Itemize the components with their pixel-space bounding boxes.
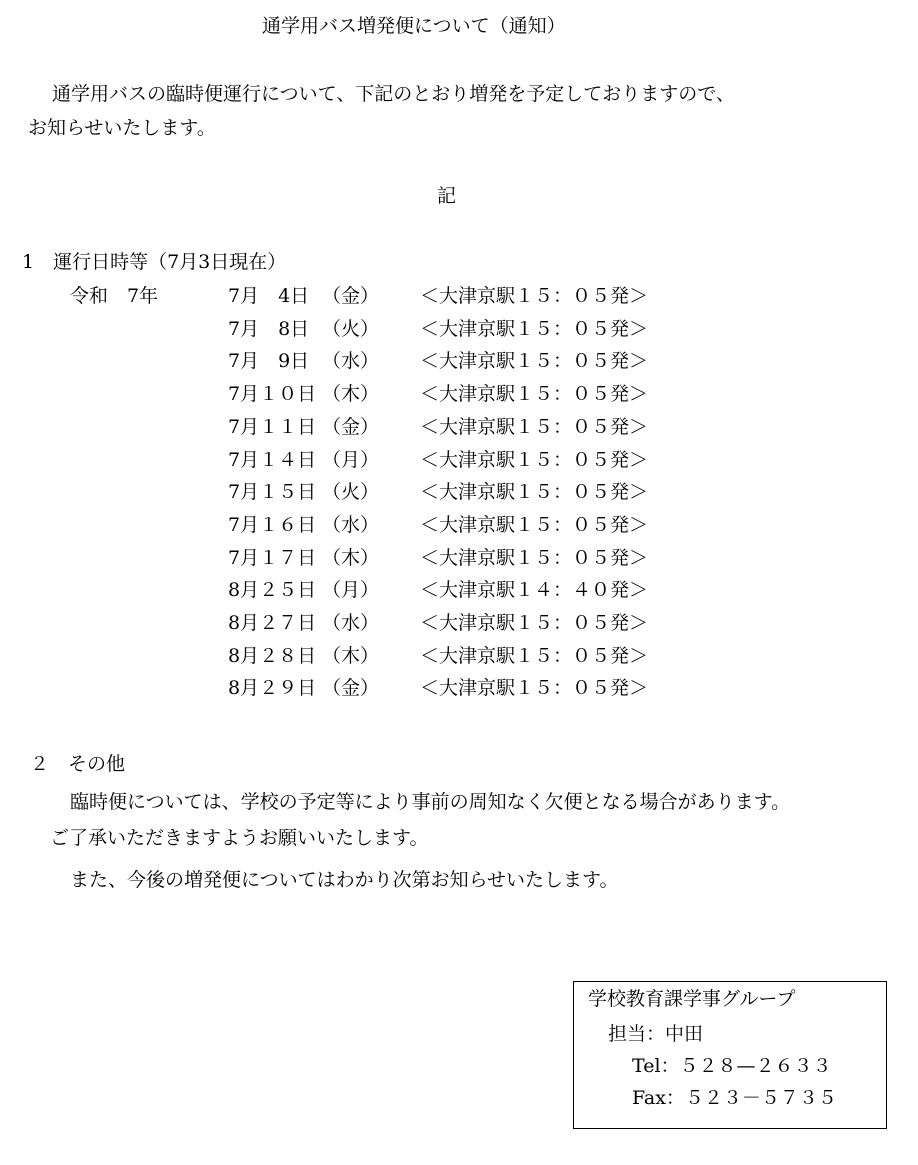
schedule-departure: ＜大津京駅１５：０５発＞ bbox=[420, 514, 649, 536]
schedule-day-of-week: （水） bbox=[322, 514, 380, 536]
schedule-departure: ＜大津京駅１４：４０発＞ bbox=[420, 579, 649, 601]
other-line-2: ご了承いただきますようお願いいたします。 bbox=[50, 827, 429, 849]
contact-department: 学校教育課学事グループ bbox=[588, 988, 796, 1010]
schedule-date: 7月１１日 bbox=[228, 416, 317, 438]
contact-person: 担当：中田 bbox=[608, 1023, 704, 1045]
schedule-departure: ＜大津京駅１５：０５発＞ bbox=[420, 318, 649, 340]
contact-tel: Tel：５２８—２６３３ bbox=[632, 1055, 832, 1077]
schedule-day-of-week: （木） bbox=[322, 645, 380, 667]
schedule-date: 7月１０日 bbox=[228, 383, 317, 405]
intro-line-1: 通学用バスの臨時便運行について、下記のとおり増発を予定しておりますので、 bbox=[52, 83, 735, 105]
schedule-day-of-week: （金） bbox=[322, 677, 380, 699]
ki-heading: 記 bbox=[437, 185, 457, 207]
schedule-day-of-week: （月） bbox=[322, 579, 380, 601]
schedule-day-of-week: （水） bbox=[322, 350, 380, 372]
era-year: 令和 7年 bbox=[70, 285, 159, 307]
schedule-date: 8月２８日 bbox=[228, 645, 317, 667]
schedule-day-of-week: （火） bbox=[322, 318, 380, 340]
intro-line-2: お知らせいたします。 bbox=[28, 117, 216, 139]
contact-box bbox=[573, 981, 887, 1129]
schedule-departure: ＜大津京駅１５：０５発＞ bbox=[420, 612, 649, 634]
schedule-date: 7月 4日 bbox=[228, 285, 310, 307]
other-line-1: 臨時便については、学校の予定等により事前の周知なく欠便となる場合があります。 bbox=[70, 791, 791, 813]
schedule-day-of-week: （月） bbox=[322, 449, 380, 471]
schedule-departure: ＜大津京駅１５：０５発＞ bbox=[420, 350, 649, 372]
schedule-departure: ＜大津京駅１５：０５発＞ bbox=[420, 481, 649, 503]
document-title: 通学用バス増発便について（通知） bbox=[262, 15, 566, 37]
contact-fax: Fax：５２３－５７３５ bbox=[632, 1087, 837, 1109]
schedule-day-of-week: （水） bbox=[322, 612, 380, 634]
section-2-heading: ２ その他 bbox=[30, 753, 126, 775]
schedule-date: 8月２５日 bbox=[228, 579, 317, 601]
schedule-day-of-week: （火） bbox=[322, 481, 380, 503]
schedule-departure: ＜大津京駅１５：０５発＞ bbox=[420, 383, 649, 405]
section-1-heading: 1 運行日時等（7月3日現在） bbox=[22, 251, 287, 273]
schedule-departure: ＜大津京駅１５：０５発＞ bbox=[420, 547, 649, 569]
schedule-date: 7月１４日 bbox=[228, 449, 317, 471]
other-line-3: また、今後の増発便についてはわかり次第お知らせいたします。 bbox=[70, 869, 619, 891]
schedule-date: 7月１５日 bbox=[228, 481, 317, 503]
schedule-date: 7月 8日 bbox=[228, 318, 310, 340]
schedule-day-of-week: （木） bbox=[322, 547, 380, 569]
schedule-departure: ＜大津京駅１５：０５発＞ bbox=[420, 449, 649, 471]
schedule-date: 8月２９日 bbox=[228, 677, 317, 699]
schedule-departure: ＜大津京駅１５：０５発＞ bbox=[420, 416, 649, 438]
schedule-date: 7月 9日 bbox=[228, 350, 310, 372]
schedule-date: 7月１７日 bbox=[228, 547, 317, 569]
schedule-day-of-week: （金） bbox=[322, 416, 380, 438]
schedule-departure: ＜大津京駅１５：０５発＞ bbox=[420, 285, 649, 307]
schedule-day-of-week: （金） bbox=[322, 285, 380, 307]
schedule-date: 7月１６日 bbox=[228, 514, 317, 536]
schedule-departure: ＜大津京駅１５：０５発＞ bbox=[420, 645, 649, 667]
schedule-date: 8月２７日 bbox=[228, 612, 317, 634]
schedule-departure: ＜大津京駅１５：０５発＞ bbox=[420, 677, 649, 699]
schedule-day-of-week: （木） bbox=[322, 383, 380, 405]
